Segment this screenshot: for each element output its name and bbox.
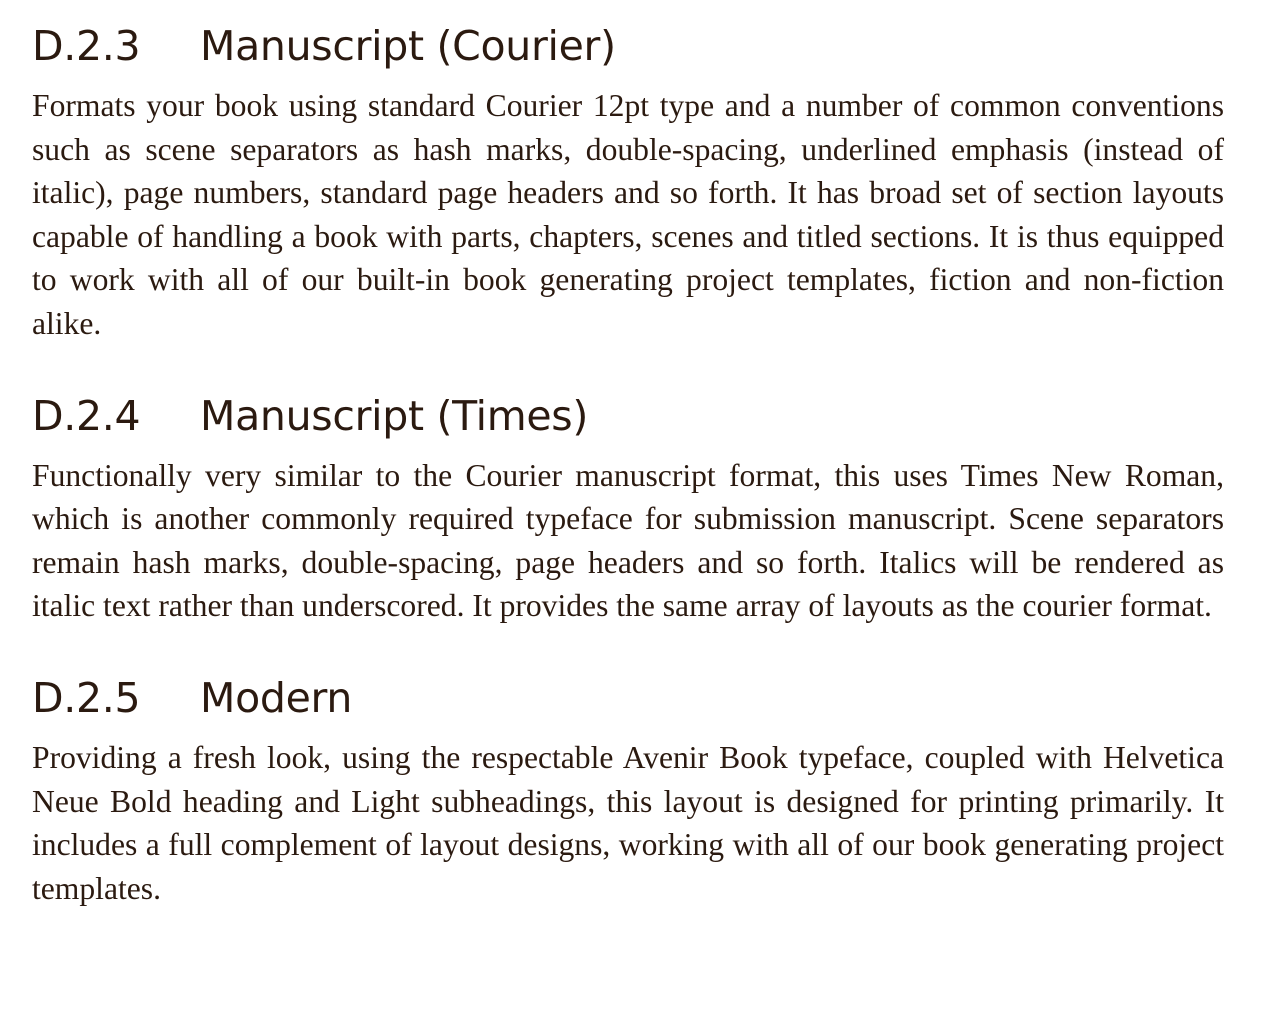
section-title: Manuscript (Courier) xyxy=(200,22,616,70)
section-number: D.2.3 xyxy=(32,22,141,70)
section-title: Modern xyxy=(200,673,353,722)
section-heading xyxy=(32,390,1224,442)
section-d-2-5 xyxy=(32,672,1224,910)
section-heading xyxy=(32,672,1224,724)
section-d-2-4 xyxy=(32,390,1224,628)
section-title: Manuscript (Times) xyxy=(200,391,589,440)
section-number: D.2.5 xyxy=(32,673,141,722)
section-d-2-3 xyxy=(32,20,1224,346)
section-body: Functionally very similar to the Courier manuscript format, this uses Times New Roman, which is another commonly required typeface for submission manuscript. Scene separators remain hash marks, double-spacing, page headers and so forth. Italics will be rendered as italic text rather than underscored. It provides the same array of layouts as the courier format. xyxy=(32,457,1224,624)
section-number: D.2.4 xyxy=(32,391,141,440)
section-heading xyxy=(32,20,1224,72)
section-body: Formats your book using standard Courier 12pt type and a number of common conventions such as scene separators as hash marks, double-spacing, underlined emphasis (instead of italic), page numbers, standard page headers and so forth. It has broad set of section layouts capable of handling a book with parts, chapters, scenes and titled sections. It is thus equipped to work with all of our built-in book generating project templates, fiction and non-fiction alike. xyxy=(32,88,1224,341)
section-body: Providing a fresh look, using the respectable Avenir Book typeface, coupled with Helvetica Neue Bold heading and Light subheadings, this layout is designed for printing primarily. It includes a full complement of layout designs, working with all of our book generating project templates. xyxy=(32,739,1224,906)
